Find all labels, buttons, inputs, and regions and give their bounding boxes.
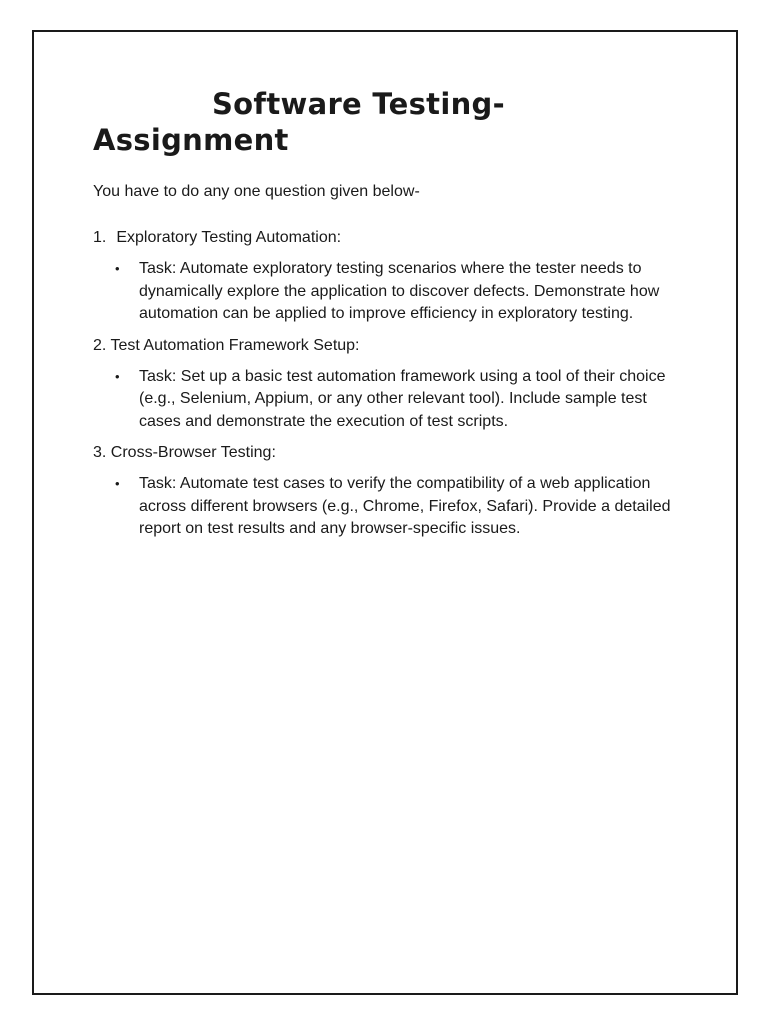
question-3 bbox=[93, 442, 693, 541]
question-number: 3. bbox=[93, 444, 107, 461]
task-text: Task: Automate test cases to verify the compatibility of a web application across different browsers (e.g., Chrome, Firefox, Safari). Provide a detailed report on test results and any browser-specific issues. bbox=[139, 475, 671, 537]
bullet-icon: • bbox=[115, 368, 120, 384]
document-title bbox=[93, 86, 693, 158]
question-number: 1. bbox=[93, 229, 107, 246]
document-body bbox=[93, 86, 693, 541]
task-item bbox=[93, 258, 693, 326]
question-heading bbox=[93, 442, 693, 464]
question-2 bbox=[93, 335, 693, 434]
question-title: Cross-Browser Testing: bbox=[110, 444, 276, 461]
task-item bbox=[93, 473, 693, 541]
task-list bbox=[93, 366, 693, 434]
title-line-1: Software Testing- bbox=[212, 87, 505, 121]
question-number: 2. bbox=[93, 336, 107, 354]
bullet-icon: • bbox=[115, 261, 120, 276]
intro-text: You have to do any one question given below- bbox=[93, 183, 420, 200]
task-list bbox=[93, 473, 693, 541]
title-line-2: Assignment bbox=[93, 123, 289, 157]
task-text: Task: Automate exploratory testing scenarios where the tester needs to dynamically explore the application to discover defects. Demonstrate how automation can be applied to improve efficiency in exploratory testing. bbox=[139, 260, 660, 322]
question-1 bbox=[93, 227, 693, 326]
task-item bbox=[93, 366, 693, 434]
question-title: Exploratory Testing Automation: bbox=[116, 229, 342, 246]
question-title: Test Automation Framework Setup: bbox=[110, 336, 360, 354]
question-heading bbox=[93, 335, 693, 357]
task-list bbox=[93, 258, 693, 326]
bullet-icon: • bbox=[115, 476, 120, 491]
task-text: Task: Set up a basic test automation framework using a tool of their choice (e.g., Selenium, Appium, or any other relevant tool). Include sample test cases and demonstrate the execution of test scripts. bbox=[139, 367, 666, 430]
question-heading bbox=[93, 227, 693, 249]
